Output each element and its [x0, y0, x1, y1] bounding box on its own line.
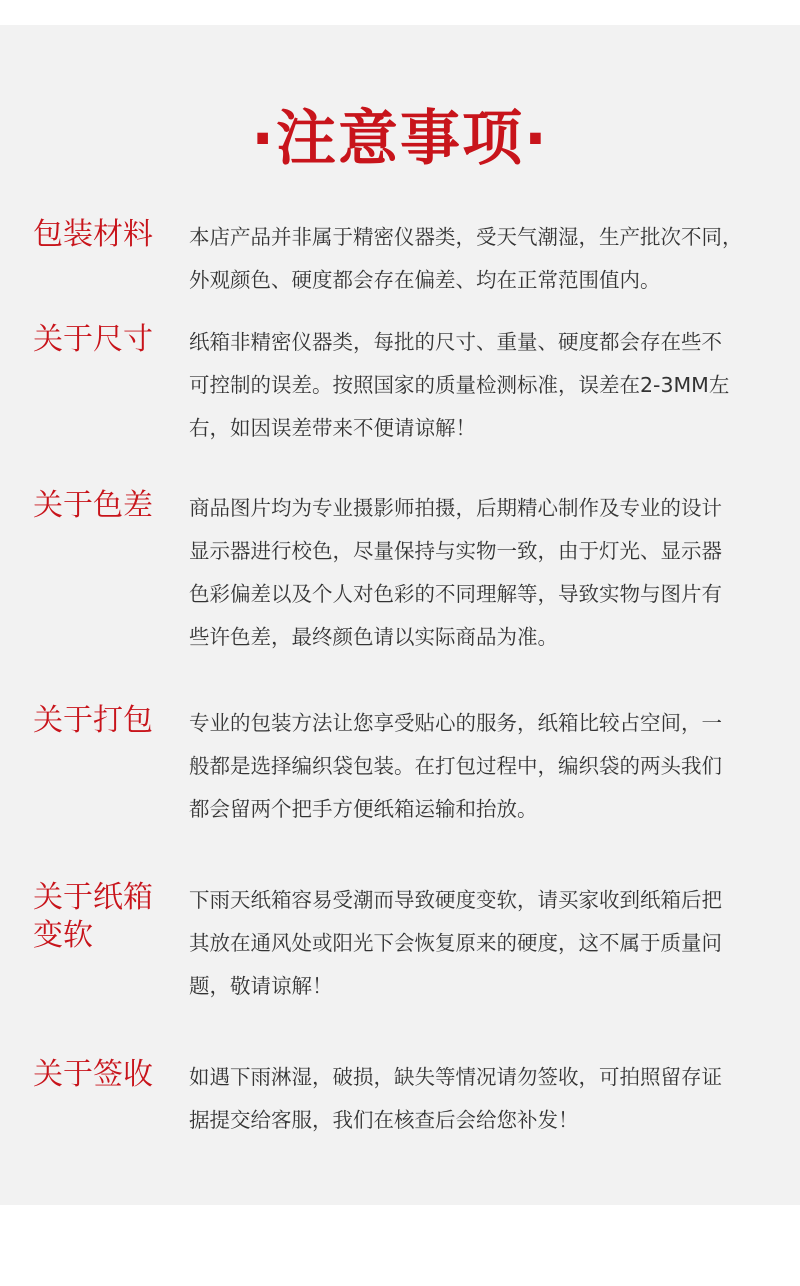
body-line: 商品图片均为专业摄影师拍摄，后期精心制作及专业的设计	[189, 496, 722, 520]
section-label-line: 关于纸箱	[33, 880, 153, 915]
body-line: 题，敬请谅解！	[189, 974, 333, 998]
body-line: 下雨天纸箱容易受潮而导致硬度变软，请买家收到纸箱后把	[189, 888, 722, 912]
page-title: ·注意事项·	[251, 104, 549, 174]
section-label	[33, 879, 173, 955]
section-body	[189, 879, 789, 1008]
body-line: 纸箱非精密仪器类，每批的尺寸、重量、硬度都会存在些不	[189, 330, 722, 354]
body-line: 色彩偏差以及个人对色彩的不同理解等，导致实物与图片有	[189, 582, 722, 606]
body-line: 外观颜色、硬度都会存在偏差、均在正常范围值内。	[189, 268, 661, 292]
body-line: 本店产品并非属于精密仪器类，受天气潮湿，生产批次不同，	[189, 225, 743, 249]
section-body	[189, 321, 789, 450]
body-line: 如遇下雨淋湿，破损，缺失等情况请勿签收，可拍照留存证	[189, 1065, 722, 1089]
section-label: 关于打包	[33, 703, 153, 738]
section-label: 关于签收	[33, 1057, 153, 1092]
body-line: 可控制的误差。按照国家的质量检测标准，误差在2-3MM左	[189, 373, 730, 397]
section-body	[189, 487, 789, 659]
body-line: 右，如因误差带来不便请谅解！	[189, 416, 476, 440]
section-label: 包装材料	[33, 217, 153, 252]
section-label-line: 变软	[33, 918, 93, 953]
body-line: 其放在通风处或阳光下会恢复原来的硬度，这不属于质量问	[189, 931, 722, 955]
section-body	[189, 216, 789, 302]
body-line: 般都是选择编织袋包装。在打包过程中，编织袋的两头我们	[189, 754, 722, 778]
body-line: 显示器进行校色，尽量保持与实物一致，由于灯光、显示器	[189, 539, 722, 563]
section-label: 关于色差	[33, 488, 153, 523]
notice-panel	[0, 25, 800, 1205]
body-line: 都会留两个把手方便纸箱运输和抬放。	[189, 797, 538, 821]
body-line: 些许色差，最终颜色请以实际商品为准。	[189, 625, 558, 649]
body-line: 专业的包装方法让您享受贴心的服务，纸箱比较占空间，一	[189, 711, 722, 735]
body-line: 据提交给客服，我们在核查后会给您补发！	[189, 1108, 579, 1132]
section-label: 关于尺寸	[33, 322, 153, 357]
section-body	[189, 702, 789, 831]
section-body	[189, 1056, 789, 1142]
